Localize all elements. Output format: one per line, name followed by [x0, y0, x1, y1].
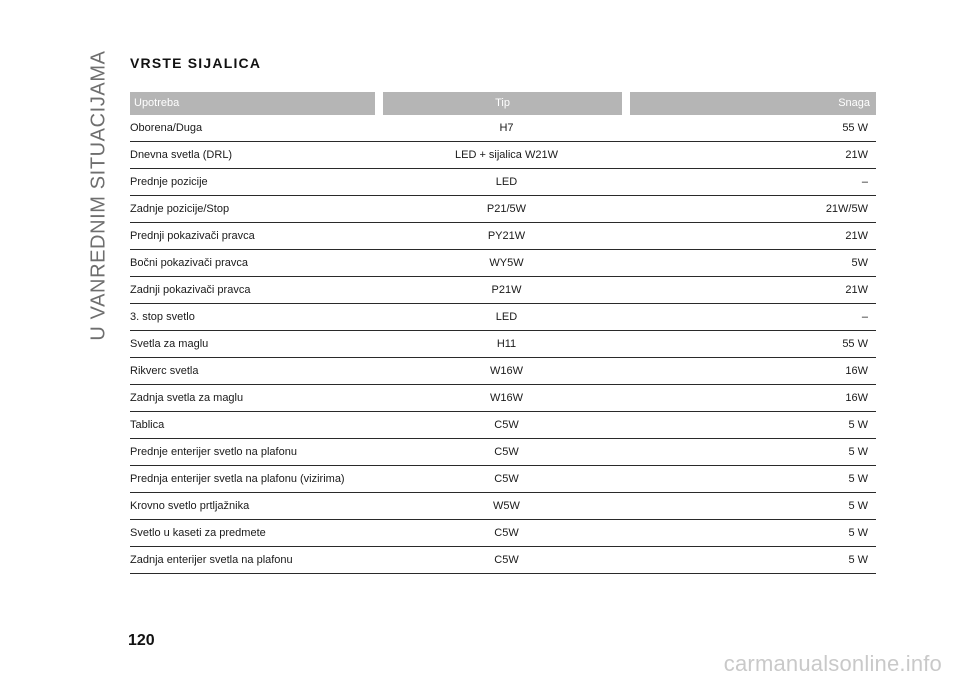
cell-usage: Prednje pozicije [130, 176, 208, 188]
cell-type: C5W [494, 473, 519, 485]
cell-type: W16W [490, 392, 523, 404]
table-row [130, 358, 876, 385]
cell-usage: Rikverc svetla [130, 365, 199, 377]
table-row [130, 493, 876, 520]
table-row [130, 466, 876, 493]
cell-power: 5 W [848, 473, 868, 485]
table-row [130, 385, 876, 412]
cell-type: LED [495, 176, 518, 188]
cell-power: 21W [845, 284, 868, 296]
table-row [130, 196, 876, 223]
cell-power: 5 W [848, 527, 868, 539]
side-section-title-text: U VANREDNIM SITUACIJAMA [87, 49, 110, 341]
side-section-title [84, 45, 114, 345]
cell-usage: Bočni pokazivači pravca [130, 257, 249, 269]
cell-type: H7 [499, 122, 514, 134]
table-body [130, 115, 876, 574]
cell-usage: Krovno svetlo prtljažnika [130, 500, 250, 512]
cell-type: H11 [496, 338, 517, 350]
header-usage: Upotreba [130, 92, 375, 115]
cell-usage: Dnevna svetla (DRL) [130, 149, 233, 161]
cell-type: LED [495, 311, 518, 323]
cell-usage: Prednji pokazivači pravca [130, 230, 255, 242]
table-row [130, 142, 876, 169]
cell-usage: Prednja enterijer svetla na plafonu (vizirima) [130, 473, 345, 485]
table-row [130, 277, 876, 304]
cell-type: C5W [494, 527, 519, 539]
cell-type: WY5W [489, 257, 524, 269]
page-number: 120 [128, 632, 155, 649]
section-title: VRSTE SIJALICA [130, 55, 262, 71]
table-row [130, 412, 876, 439]
cell-type: C5W [494, 446, 519, 458]
cell-usage: Svetlo u kaseti za predmete [130, 527, 266, 539]
cell-power: 5 W [848, 500, 868, 512]
cell-type: C5W [494, 419, 519, 431]
cell-usage: Zadnja svetla za maglu [130, 392, 244, 404]
cell-power: 5 W [848, 419, 868, 431]
cell-usage: Oborena/Duga [130, 122, 203, 134]
table-row [130, 439, 876, 466]
table-row [130, 331, 876, 358]
cell-type: W5W [493, 500, 520, 512]
cell-power: 16W [845, 365, 868, 377]
cell-power: 5W [851, 257, 868, 269]
cell-power: 55 W [842, 122, 868, 134]
cell-usage: Zadnja enterijer svetla na plafonu [130, 554, 293, 566]
cell-type: PY21W [487, 230, 526, 242]
table-row [130, 250, 876, 277]
table-header [130, 92, 876, 115]
header-type: Tip [383, 92, 622, 115]
header-power: Snaga [630, 92, 876, 115]
cell-type: C5W [494, 554, 519, 566]
cell-type: P21W [491, 284, 522, 296]
table-row [130, 520, 876, 547]
cell-power: 21W/5W [825, 203, 868, 215]
cell-usage: Zadnje pozicije/Stop [130, 203, 230, 215]
bulb-types-table [130, 92, 876, 574]
cell-power: 21W [845, 149, 868, 161]
cell-power: – [861, 176, 868, 188]
table-row [130, 304, 876, 331]
cell-type: P21/5W [486, 203, 527, 215]
cell-power: 55 W [842, 338, 868, 350]
cell-power: – [861, 311, 868, 323]
table-row [130, 169, 876, 196]
cell-power: 21W [845, 230, 868, 242]
cell-power: 5 W [848, 554, 868, 566]
cell-power: 5 W [848, 446, 868, 458]
table-row [130, 115, 876, 142]
cell-power: 16W [845, 392, 868, 404]
table-row [130, 223, 876, 250]
cell-usage: Tablica [130, 419, 165, 431]
cell-usage: Prednje enterijer svetlo na plafonu [130, 446, 297, 458]
cell-usage: Svetla za maglu [130, 338, 209, 350]
watermark: carmanualsonline.info [723, 651, 942, 676]
cell-usage: 3. stop svetlo [130, 311, 195, 323]
cell-type: LED + sijalica W21W [454, 149, 558, 161]
cell-usage: Zadnji pokazivači pravca [130, 284, 251, 296]
table-row [130, 547, 876, 574]
cell-type: W16W [490, 365, 523, 377]
